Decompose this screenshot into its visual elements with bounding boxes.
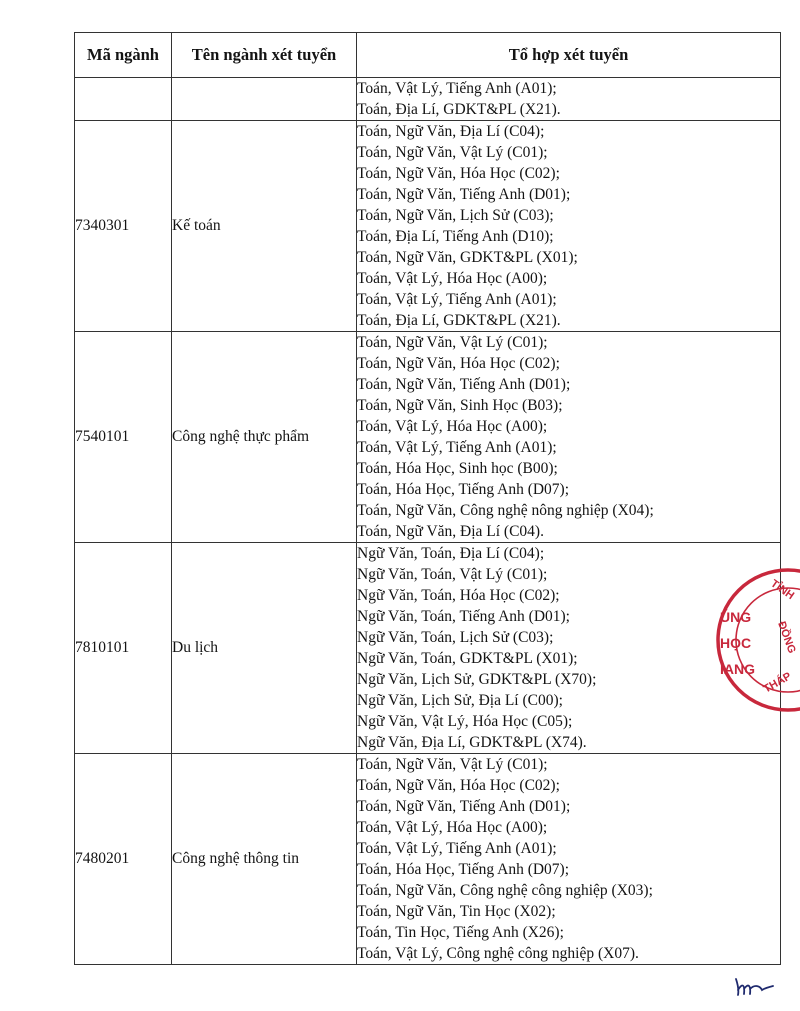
major-code-cell	[75, 78, 172, 121]
table-row	[75, 78, 781, 121]
major-name-cell: Du lịch	[172, 543, 357, 754]
header-subject-combinations: Tổ hợp xét tuyển	[357, 33, 781, 78]
subject-combination: Toán, Vật Lý, Tiếng Anh (A01);	[357, 439, 557, 456]
subject-combination: Toán, Ngữ Văn, Tiếng Anh (D01);	[357, 376, 571, 393]
subject-combination: Toán, Ngữ Văn, Tiếng Anh (D01);	[357, 798, 571, 815]
subject-combination: Ngữ Văn, Lịch Sử, Địa Lí (C00);	[357, 692, 563, 709]
header-major-name: Tên ngành xét tuyển	[172, 33, 357, 78]
table-row	[75, 543, 781, 754]
subject-combination: Toán, Vật Lý, Hóa Học (A00);	[357, 418, 548, 435]
major-name-cell: Kế toán	[172, 121, 357, 332]
seal-text-center-1: ÚNG	[720, 609, 752, 625]
seal-text-right-1: ĐỒNG	[775, 619, 798, 656]
subject-combination: Toán, Ngữ Văn, GDKT&PL (X01);	[357, 249, 578, 266]
major-name-cell	[172, 78, 357, 121]
subject-combination: Ngữ Văn, Vật Lý, Hóa Học (C05);	[357, 713, 573, 730]
seal-text-center-3: IANG	[720, 661, 755, 677]
handwritten-signature	[733, 975, 775, 997]
subject-combination: Ngữ Văn, Lịch Sử, GDKT&PL (X70);	[357, 671, 597, 688]
subject-combination: Toán, Ngữ Văn, Vật Lý (C01);	[357, 334, 548, 351]
subject-combination: Toán, Vật Lý, Hóa Học (A00);	[357, 270, 548, 287]
subject-combination: Toán, Hóa Học, Tiếng Anh (D07);	[357, 481, 570, 498]
table-row	[75, 754, 781, 965]
table-row	[75, 121, 781, 332]
subject-combinations-cell	[357, 78, 781, 121]
signature-stroke	[736, 979, 773, 995]
subject-combination: Toán, Ngữ Văn, Hóa Học (C02);	[357, 165, 560, 182]
major-code-cell: 7810101	[75, 543, 172, 754]
subject-combination: Toán, Hóa Học, Tiếng Anh (D07);	[357, 861, 570, 878]
subject-combination: Toán, Địa Lí, Tiếng Anh (D10);	[357, 228, 554, 245]
subject-combination: Toán, Ngữ Văn, Sinh Học (B03);	[357, 397, 563, 414]
subject-combination: Toán, Vật Lý, Hóa Học (A00);	[357, 819, 548, 836]
subject-combination: Toán, Tin Học, Tiếng Anh (X26);	[357, 924, 564, 941]
major-code-cell: 7340301	[75, 121, 172, 332]
major-code-cell: 7540101	[75, 332, 172, 543]
subject-combinations-cell	[357, 332, 781, 543]
major-name-cell: Công nghệ thực phẩm	[172, 332, 357, 543]
seal-text-top: TỈNH	[768, 577, 797, 603]
header-row	[75, 33, 781, 78]
subject-combination: Toán, Ngữ Văn, Công nghệ công nghiệp (X03);	[357, 882, 653, 899]
subject-combination: Toán, Vật Lý, Công nghệ công nghiệp (X07).	[357, 945, 639, 962]
subject-combination: Toán, Vật Lý, Tiếng Anh (A01);	[357, 840, 557, 857]
subject-combination: Toán, Ngữ Văn, Tiếng Anh (D01);	[357, 186, 571, 203]
admission-table	[74, 32, 781, 965]
subject-combination: Toán, Ngữ Văn, Tin Học (X02);	[357, 903, 556, 920]
official-seal	[708, 565, 800, 715]
subject-combination: Ngữ Văn, Toán, Địa Lí (C04);	[357, 545, 545, 562]
subject-combination: Toán, Địa Lí, GDKT&PL (X21).	[357, 312, 561, 329]
subject-combination: Ngữ Văn, Toán, Tiếng Anh (D01);	[357, 608, 570, 625]
subject-combination: Toán, Ngữ Văn, Vật Lý (C01);	[357, 144, 548, 161]
subject-combinations-cell	[357, 121, 781, 332]
subject-combination: Toán, Địa Lí, GDKT&PL (X21).	[357, 101, 561, 118]
subject-combination: Ngữ Văn, Toán, Hóa Học (C02);	[357, 587, 560, 604]
subject-combination: Toán, Vật Lý, Tiếng Anh (A01);	[357, 80, 557, 97]
subject-combination: Toán, Vật Lý, Tiếng Anh (A01);	[357, 291, 557, 308]
table-row	[75, 332, 781, 543]
subject-combination: Toán, Ngữ Văn, Địa Lí (C04).	[357, 523, 544, 540]
subject-combination: Toán, Ngữ Văn, Địa Lí (C04);	[357, 123, 545, 140]
seal-text-right-2: THÁP	[761, 670, 794, 696]
table-body	[75, 78, 781, 965]
subject-combination: Toán, Ngữ Văn, Công nghệ nông nghiệp (X04);	[357, 502, 654, 519]
header-major-code: Mã ngành	[75, 33, 172, 78]
subject-combination: Ngữ Văn, Toán, Lịch Sử (C03);	[357, 629, 554, 646]
subject-combination: Toán, Ngữ Văn, Lịch Sử (C03);	[357, 207, 554, 224]
subject-combination: Ngữ Văn, Toán, GDKT&PL (X01);	[357, 650, 578, 667]
major-name-cell: Công nghệ thông tin	[172, 754, 357, 965]
subject-combination: Ngữ Văn, Toán, Vật Lý (C01);	[357, 566, 548, 583]
subject-combination: Toán, Ngữ Văn, Hóa Học (C02);	[357, 777, 560, 794]
subject-combination: Ngữ Văn, Địa Lí, GDKT&PL (X74).	[357, 734, 587, 751]
subject-combination: Toán, Hóa Học, Sinh học (B00);	[357, 460, 558, 477]
major-code-cell: 7480201	[75, 754, 172, 965]
seal-text-center-2: HỌC	[720, 635, 752, 651]
subject-combination: Toán, Ngữ Văn, Vật Lý (C01);	[357, 756, 548, 773]
subject-combinations-cell	[357, 754, 781, 965]
subject-combination: Toán, Ngữ Văn, Hóa Học (C02);	[357, 355, 560, 372]
